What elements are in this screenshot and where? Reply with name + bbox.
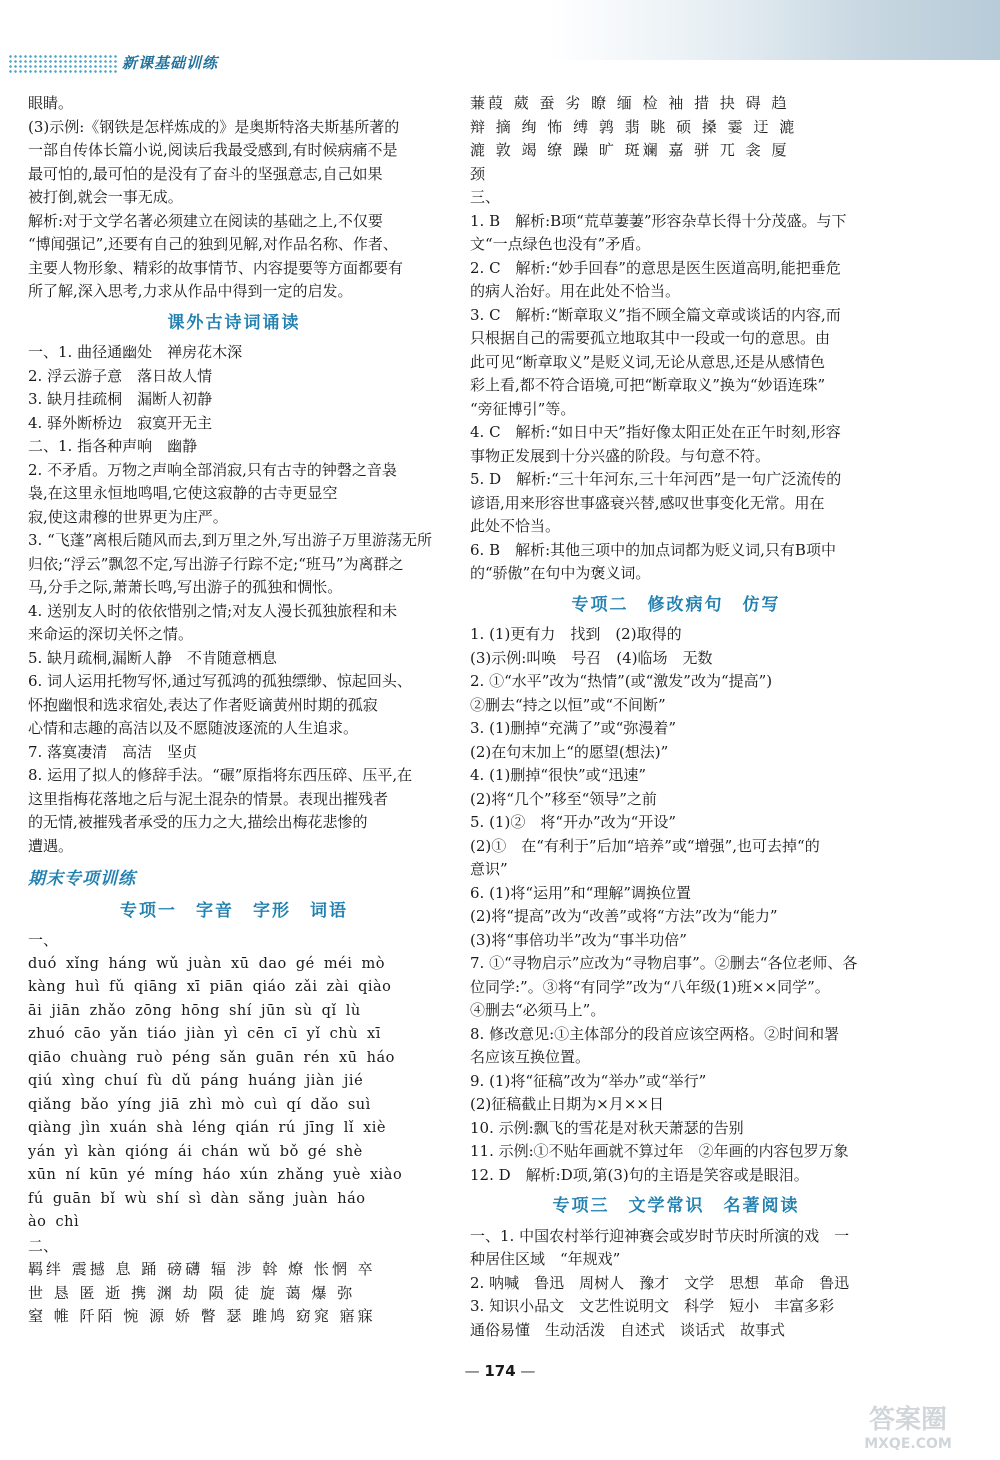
text-line: 4. C 解析:“如日中天”指好像太阳正处在正午时刻,形容 bbox=[470, 423, 841, 441]
text-line: 意识” bbox=[470, 860, 508, 878]
text-line: 只根据自己的需要孤立地取其中一段或一句的意思。由 bbox=[470, 329, 831, 347]
text-line: 2. C 解析:“妙手回春”的意思是医生医道高明,能把垂危 bbox=[470, 258, 841, 277]
watermark-logo bbox=[828, 1398, 988, 1454]
text-line: 7. ①“寻物启示”应改为“寻物启事”。②删去“各位老师、各 bbox=[470, 954, 858, 972]
pinyin-line: duó xǐng háng wǔ juàn xū dao gé méi mò bbox=[28, 955, 385, 972]
text-line: 一部自传体长篇小说,阅读后我最受感到,有时候病痛不是 bbox=[28, 141, 398, 159]
chapter-title: 期末专项训练 bbox=[28, 869, 136, 889]
part-label: 一、 bbox=[28, 931, 59, 949]
text-line: 彩上看,都不符合语境,可把“断章取义”换为“妙语连珠” bbox=[470, 376, 826, 394]
text-line: 3. C 解析:“断章取义”指不顾全篇文章或谈话的内容,而 bbox=[470, 305, 841, 324]
pinyin-line: zhuó cāo yǎn tiáo jiàn yì cēn cī yǐ chù xī bbox=[28, 1026, 381, 1042]
section-title: 专项三 文学常识 名著阅读 bbox=[552, 1196, 800, 1216]
text-line: 通俗易懂 生动活泼 自述式 谈话式 故事式 bbox=[470, 1320, 786, 1339]
text-line: 3. “飞蓬”离根后随风而去,到万里之外,写出游子万里游荡无所 bbox=[28, 531, 432, 549]
text-line: 袅,在这里永恒地鸣唱,它使这寂静的古寺更显空 bbox=[28, 484, 338, 502]
text-line: ④删去“必须马上”。 bbox=[470, 1001, 606, 1019]
section-title: 课外古诗词诵读 bbox=[167, 312, 301, 333]
text-line: 4. 驿外断桥边 寂寞开无主 bbox=[28, 413, 213, 432]
text-line: 6. B 解析:其他三项中的加点词都为贬义词,只有B项中 bbox=[470, 540, 836, 559]
pinyin-line: qiú xìng chuí fù dǔ páng huáng jiàn jié bbox=[28, 1073, 364, 1089]
text-line: 4. (1)删掉“很快”或“迅速” bbox=[470, 766, 647, 784]
text-line: 事物正发展到十分兴盛的阶段。与句意不符。 bbox=[470, 446, 771, 465]
pinyin-line: qiǎng bǎo yíng jiā zhì mò cuì qí dǎo suì bbox=[28, 1096, 371, 1113]
text-line: 2. 呐喊 鲁迅 周树人 豫才 文学 思想 革命 鲁迅 bbox=[470, 1273, 850, 1292]
text-line: 马,分手之际,萧萧长鸣,写出游子的孤独和惆怅。 bbox=[28, 578, 343, 596]
text-line: 6. (1)将“运用”和“理解”调换位置 bbox=[470, 883, 692, 902]
text-line: 这里指梅花落地之后与泥土混杂的情景。表现出摧残者 bbox=[28, 789, 389, 808]
text-line: 2. 不矛盾。万物之声响全部消寂,只有古寺的钟磬之音袅 bbox=[28, 460, 397, 479]
text-line: (3)示例:叫唤 号召 (4)临场 无数 bbox=[470, 648, 713, 667]
text-line: ②删去“持之以恒”或“不间断” bbox=[470, 695, 666, 714]
text-line: 7. 落寞凄清 高洁 坚贞 bbox=[28, 742, 198, 761]
pinyin-line: kàng huì fǔ qiāng xī piān qiáo zǎi zài qiào bbox=[28, 979, 392, 995]
page-number: — 174 — bbox=[464, 1362, 536, 1380]
text-line: 最可怕的,最可怕的是没有了奋斗的坚强意志,自己如果 bbox=[28, 164, 383, 183]
text-line: 遭遇。 bbox=[28, 836, 74, 855]
text-line: 2. 浮云游子意 落日故人情 bbox=[28, 366, 213, 385]
text-line: 一、1. 中国农村举行迎神赛会或岁时节庆时所演的戏 一 bbox=[470, 1226, 850, 1245]
text-line: (2)将“提高”改为“改善”或将“方法”改为“能力” bbox=[470, 907, 778, 925]
text-line: 主要人物形象、精彩的故事情节、内容提要等方面都要有 bbox=[28, 258, 404, 277]
text-line: 谚语,用来形容世事盛衰兴替,感叹世事变化无常。用在 bbox=[470, 493, 825, 512]
part-label: 三、 bbox=[470, 188, 501, 206]
text-line: 2. ①“水平”改为“热情”(或“激发”改为“提高”) bbox=[470, 672, 773, 690]
text-line: 5. 缺月疏桐,漏断人静 不肯随意栖息 bbox=[28, 648, 277, 667]
text-line: 种居住区域 “年规戏” bbox=[470, 1250, 621, 1268]
text-line: 的“骄傲”在句中为褒义词。 bbox=[470, 564, 651, 582]
text-line: (3)将“事倍功半”改为“事半功倍” bbox=[470, 930, 687, 949]
header-brand: 新课基础训练 bbox=[122, 54, 219, 72]
text-line: 8. 修改意见:①主体部分的段首应该空两格。②时间和署 bbox=[470, 1024, 840, 1043]
text-line: 5. (1)② 将“开办”改为“开设” bbox=[470, 813, 677, 831]
text-line: 11. 示例:①不贴年画就不算过年 ②年画的内容包罗万象 bbox=[470, 1142, 849, 1160]
hanzi-line: 窒 帷 阡陌 惋 源 娇 瞥 瑟 雎鸠 窈窕 寤寐 bbox=[28, 1307, 376, 1325]
text-line: (2)① 在“有利于”后加“培养”或“增强”,也可去掉“的 bbox=[470, 836, 820, 855]
pinyin-line: xūn ní kūn yé míng háo xún zhǎng yuè xiào bbox=[28, 1167, 403, 1183]
watermark-line1: 答案圈 bbox=[868, 1405, 948, 1435]
text-line: 6. 词人运用托物写怀,通过写孤鸿的孤独缥缈、惊起回头、 bbox=[28, 672, 412, 690]
text-line: 5. D 解析:“三十年河东,三十年河西”是一句广泛流传的 bbox=[470, 470, 842, 488]
page-number-value: 174 bbox=[484, 1362, 516, 1380]
pinyin-line: fú guān bǐ wù shí sì dàn sǎng juàn háo bbox=[28, 1190, 366, 1207]
hanzi-line: 羁绊 震撼 息 踊 磅礴 辐 涉 斡 燎 怅惘 卒 bbox=[28, 1260, 376, 1278]
text-line: 被打倒,就会一事无成。 bbox=[28, 188, 183, 206]
text-line: 文“一点绿色也没有”矛盾。 bbox=[470, 235, 651, 253]
text-line: 4. 送别友人时的依依惜别之情;对友人漫长孤独旅程和未 bbox=[28, 601, 398, 620]
text-line: 1. B 解析:B项“荒草萋萋”形容杂草长得十分茂盛。与下 bbox=[470, 211, 847, 230]
pinyin-line: ào chì bbox=[28, 1214, 80, 1230]
pinyin-line: yán yì kàn qióng ái chán wǔ bǒ gé shè bbox=[28, 1143, 363, 1160]
text-line: (2)将“几个”移至“领导”之前 bbox=[470, 789, 657, 808]
left-column bbox=[28, 92, 440, 1329]
text-line: 怀抱幽恨和选求宿处,表达了作者贬谪黄州时期的孤寂 bbox=[28, 695, 378, 714]
text-line: 归依;“浮云”飘忽不定,写出游子行踪不定;“班马”为离群之 bbox=[28, 554, 404, 573]
text-line: “博闻强记”,还要有自己的独到见解,对作品名称、作者、 bbox=[28, 235, 398, 253]
header-texture bbox=[0, 0, 1000, 60]
hanzi-line: 世 恳 匿 逝 携 渊 劫 陨 徒 旋 蔼 爆 弥 bbox=[28, 1283, 356, 1302]
header-dot-pattern bbox=[8, 54, 118, 74]
pinyin-line: āi jiān zhǎo zōng hōng shí jūn sù qǐ lù bbox=[28, 1002, 361, 1019]
text-line: 二、1. 指各种声响 幽静 bbox=[28, 437, 198, 455]
text-line: 所了解,深入思考,力求从作品中得到一定的启发。 bbox=[28, 282, 353, 300]
text-line: 10. 示例:飘飞的雪花是对秋天萧瑟的告别 bbox=[470, 1118, 744, 1137]
text-line: 3. (1)删掉“充满了”或“弥漫着” bbox=[470, 719, 677, 737]
section-title: 专项二 修改病句 仿写 bbox=[571, 594, 781, 615]
text-line: 一、1. 曲径通幽处 禅房花木深 bbox=[28, 343, 243, 361]
part-label: 二、 bbox=[28, 1236, 59, 1255]
pinyin-line: qiāo chuàng ruò péng sǎn guān rén xū háo bbox=[28, 1049, 395, 1066]
right-column bbox=[470, 92, 882, 1342]
text-line: 1. (1)更有力 找到 (2)取得的 bbox=[470, 625, 682, 643]
text-line: 此可见“断章取义”是贬义词,无论从意思,还是从感情色 bbox=[470, 352, 825, 371]
text-line: (2)在句末加上“的愿望(想法)” bbox=[470, 742, 669, 761]
text-line: (2)征稿截止日期为×月××日 bbox=[470, 1095, 664, 1113]
text-line: 3. 缺月挂疏桐 漏断人初静 bbox=[28, 390, 213, 408]
text-line: 寂,使这肃穆的世界更为庄严。 bbox=[28, 507, 228, 526]
section-title: 专项一 字音 字形 词语 bbox=[120, 900, 348, 921]
text-line: 8. 运用了拟人的修辞手法。“碾”原指将东西压碎、压平,在 bbox=[28, 766, 413, 784]
text-line: 3. 知识小品文 文艺性说明文 科学 短小 丰富多彩 bbox=[470, 1297, 835, 1315]
pinyin-line: qiàng jìn xuán shà léng qián rú jīng lǐ xiè bbox=[28, 1120, 386, 1136]
text-line: 9. (1)将“征稿”改为“举办”或“举行” bbox=[470, 1071, 707, 1090]
hanzi-line: 蒹葭 葳 蚕 劣 瞭 缅 检 袖 措 抉 碍 趋 bbox=[470, 94, 790, 112]
text-line: 12. D 解析:D项,第(3)句的主语是笑容或是眼泪。 bbox=[470, 1165, 809, 1184]
page-header bbox=[0, 0, 1000, 82]
text-line: 此处不恰当。 bbox=[470, 517, 561, 535]
text-line: (3)示例:《钢铁是怎样炼成的》是奥斯特洛夫斯基所著的 bbox=[28, 117, 400, 136]
text-line: 心情和志趣的高洁以及不愿随波逐流的人生追求。 bbox=[28, 719, 359, 737]
watermark-line2: MXQE.COM bbox=[864, 1436, 952, 1452]
hanzi-line: 漉 敦 竭 缭 躁 旷 斑斓 嘉 骈 兀 衾 厦 bbox=[470, 141, 790, 159]
text-line: “旁征博引”等。 bbox=[470, 399, 576, 418]
text-line: 的病人治好。用在此处不恰当。 bbox=[470, 282, 681, 300]
text-line: 眼睛。 bbox=[28, 94, 74, 112]
text-line: 名应该互换位置。 bbox=[470, 1048, 591, 1066]
hanzi-line: 辩 摘 绚 怖 缚 鹑 翡 眺 硕 搡 霎 迂 漉 bbox=[470, 117, 798, 136]
text-line: 来命运的深切关怀之情。 bbox=[28, 625, 194, 643]
hanzi-line: 颈 bbox=[470, 164, 489, 183]
text-line: 位同学:”。③将“有同学”改为“八年级(1)班××同学”。 bbox=[470, 977, 830, 996]
text-line: 解析:对于文学名著必须建立在阅读的基础之上,不仅要 bbox=[28, 211, 383, 230]
text-line: 的无情,被摧残者承受的压力之大,描绘出梅花悲惨的 bbox=[28, 813, 368, 831]
